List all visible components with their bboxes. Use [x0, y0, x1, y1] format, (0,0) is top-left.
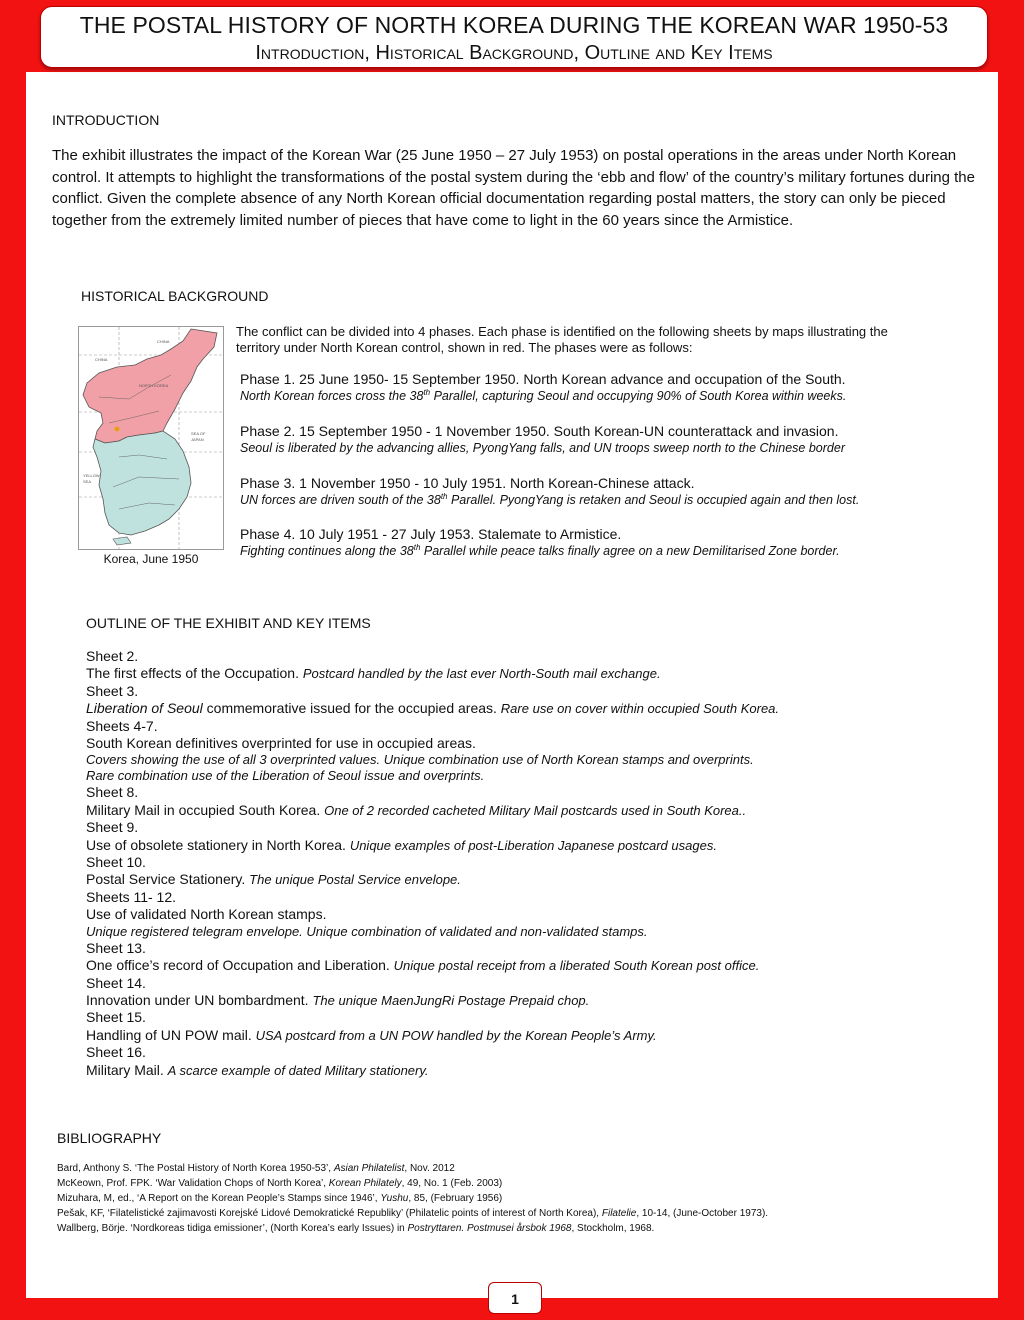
list-item: Pešak, KF, ‘Filatelistické zajimavosti Korejské Lidové Demokratické Republiky’ (Philatelic points of interest of North Korea), Filatelie, 10-14, (June-October 1973). [57, 1208, 769, 1219]
phase-title: Phase 1. 25 June 1950- 15 September 1950. North Korean advance and occupation of the South. [240, 371, 846, 387]
sheet-label: Sheet 8. [86, 784, 139, 801]
sheet-label: Sheets 11- 12. [86, 888, 177, 905]
list-item: South Korean definitives overprinted for use in occupied areas. [86, 735, 476, 752]
phase-4 [240, 525, 960, 559]
list-item: Military Mail. A scarce example of dated Military stationery. [86, 1061, 429, 1078]
history-heading: HISTORICAL BACKGROUND [81, 288, 269, 304]
list-item: Postal Service Stationery. The unique Postal Service envelope. [86, 871, 461, 888]
svg-text:CHINA: CHINA [157, 339, 170, 344]
phase-2 [240, 422, 960, 456]
phase-title: Phase 3. 1 November 1950 - 10 July 1951. North Korean-Chinese attack. [240, 475, 695, 491]
phase-3 [240, 474, 960, 508]
svg-text:SEA: SEA [83, 479, 92, 484]
sheet-label: Sheets 4-7. [86, 717, 158, 734]
korea-map [78, 326, 224, 550]
bibliography-heading: BIBLIOGRAPHY [57, 1130, 162, 1146]
sheet-label: Sheet 15. [86, 1009, 146, 1026]
list-item: One office’s record of Occupation and Liberation. Unique postal receipt from a liberated South Korean post office. [86, 957, 760, 974]
list-item: Innovation under UN bombardment. The unique MaenJungRi Postage Prepaid chop. [86, 991, 590, 1008]
phase-description: North Korean forces cross the 38th Parallel, capturing Seoul and occupying 90% of South Korea within weeks. [240, 387, 847, 403]
outline-heading: OUTLINE OF THE EXHIBIT AND KEY ITEMS [86, 615, 371, 631]
list-item: Wallberg, Börje. ‘Nordkoreas tidiga emissioner’, (North Korea’s early Issues) in Postryttaren. Postmusei årsbok 1968, Stockholm, 1968. [57, 1223, 655, 1234]
phase-title: Phase 4. 10 July 1951 - 27 July 1953. Stalemate to Armistice. [240, 526, 622, 542]
list-item: Rare combination use of the Liberation of Seoul issue and overprints. [86, 768, 485, 784]
phase-description: Fighting continues along the 38th Parallel while peace talks finally agree on a new Demilitarised Zone border. [240, 542, 840, 558]
sheet-label: Sheet 3. [86, 682, 139, 699]
bibliography-list [57, 1161, 957, 1236]
korea-map-graphic [79, 327, 223, 549]
list-item: Bard, Anthony S. ‘The Postal History of North Korea 1950-53’, Asian Philatelist, Nov. 2012 [57, 1163, 455, 1174]
list-item: Covers showing the use of all 3 overprinted values. Unique combination use of North Korean stamps and overprints. [86, 752, 754, 768]
list-item: The first effects of the Occupation. Postcard handled by the last ever North-South mail exchange. [86, 665, 661, 682]
sheet-label: Sheet 9. [86, 819, 139, 836]
svg-text:JAPAN: JAPAN [191, 437, 204, 442]
list-item: Use of validated North Korean stamps. [86, 906, 327, 923]
list-item: McKeown, Prof. FPK. ‘War Validation Chops of North Korea’, Korean Philately, 49, No. 1 (Feb. 2003) [57, 1178, 503, 1189]
intro-paragraph: The exhibit illustrates the impact of the Korean War (25 June 1950 – 27 July 1953) on postal operations in the areas under North Korean control. It attempts to highlight the transformations of the postal system during the ‘ebb and flow’ of the country’s military fortunes during the conflict. Given the complete absence of any North Korean official documentation regarding postal matters, the story can only be pieced together from the extremely limited number of pieces that have come to light in the 60 years since the Armistice. [52, 147, 975, 229]
sheet-label: Sheet 2. [86, 648, 139, 664]
history-intro: The conflict can be divided into 4 phases. Each phase is identified on the following sheets by maps illustrating the territory under North Korean control, shown in red. The phases were as follows: [236, 324, 888, 355]
map-caption: Korea, June 1950 [103, 552, 199, 566]
sheet-label: Sheet 10. [86, 854, 146, 871]
page-number: 1 [488, 1282, 542, 1314]
svg-text:CHINA: CHINA [95, 357, 108, 362]
sheet-label: Sheet 14. [86, 974, 146, 991]
phase-title: Phase 2. 15 September 1950 - 1 November 1950. South Korean-UN counterattack and invasion. [240, 423, 839, 439]
list-item: Use of obsolete stationery in North Korea. Unique examples of post-Liberation Japanese postcard usages. [86, 836, 717, 853]
phase-1 [240, 370, 960, 404]
svg-text:YELLOW: YELLOW [83, 473, 100, 478]
phase-description: Seoul is liberated by the advancing allies, PyongYang falls, and UN troops sweep north to the Chinese border [240, 441, 845, 455]
sheet-label: Sheet 16. [86, 1044, 146, 1061]
intro-heading: INTRODUCTION [52, 112, 160, 128]
list-item: Mizuhara, M, ed., ‘A Report on the Korean People’s Stamps since 1946’, Yushu, 85, (February 1956) [57, 1193, 503, 1204]
list-item: Handling of UN POW mail. USA postcard from a UN POW handled by the Korean People’s Army. [86, 1026, 657, 1043]
page-subtitle: Introduction, Historical Background, Outline and Key Items [255, 42, 773, 64]
phase-description: UN forces are driven south of the 38th Parallel. PyongYang is retaken and Seoul is occupied again and then lost. [240, 491, 860, 507]
list-item: Military Mail in occupied South Korea. One of 2 recorded cacheted Military Mail postcards used in South Korea.. [86, 801, 747, 818]
page-title: THE POSTAL HISTORY OF NORTH KOREA DURING THE KOREAN WAR 1950-53 [79, 12, 949, 38]
outline-list [86, 648, 986, 1079]
title-banner [40, 6, 988, 68]
sheet-label: Sheet 13. [86, 939, 146, 956]
svg-text:NORTH KOREA: NORTH KOREA [139, 383, 169, 388]
svg-text:SEA OF: SEA OF [191, 431, 206, 436]
list-item: Liberation of Seoul commemorative issued for the occupied areas. Rare use on cover within occupied South Korea. [86, 700, 780, 717]
list-item: Unique registered telegram envelope. Unique combination of validated and non-validated stamps. [86, 923, 648, 939]
